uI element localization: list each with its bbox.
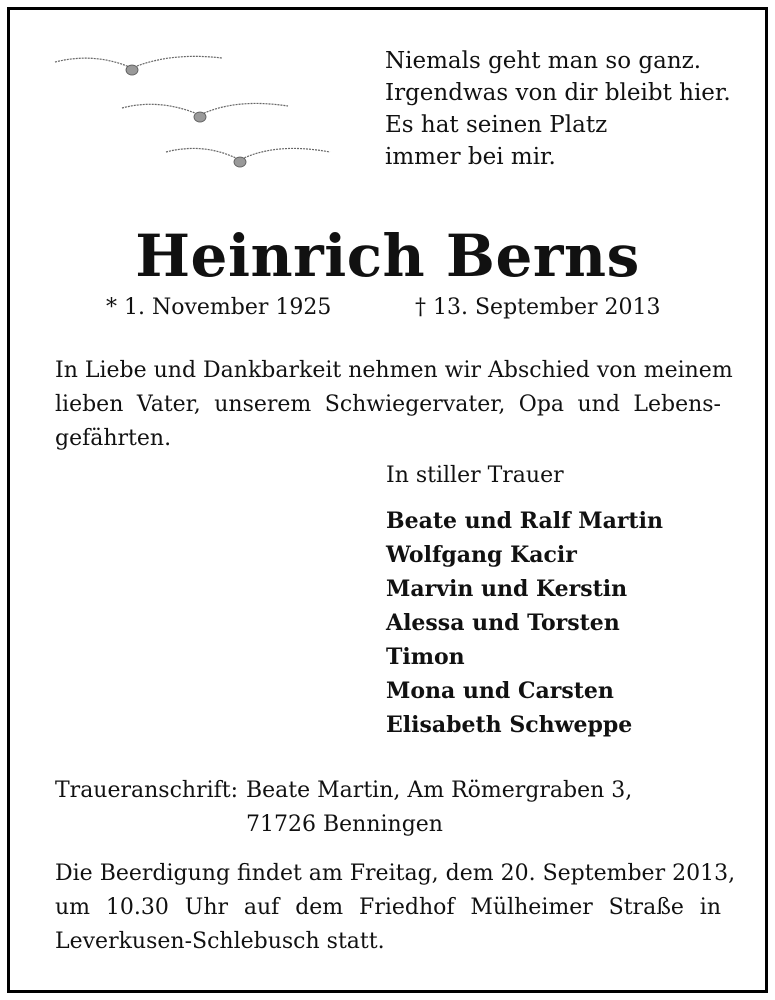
bird-icon [55, 56, 222, 68]
poem-line: Irgendwas von dir bleibt hier. [385, 80, 731, 106]
funeral-line: um 10.30 Uhr auf dem Friedhof Mülheimer Straße in [55, 895, 721, 920]
birth-date: * 1. November 1925 [106, 295, 332, 320]
funeral-line: Die Beerdigung findet am Freitag, dem 20. September 2013, [55, 861, 736, 886]
address-line: 71726 Benningen [246, 812, 443, 837]
death-date: † 13. September 2013 [415, 295, 661, 320]
funeral-line: Leverkusen-Schlebusch statt. [55, 929, 385, 954]
mourner-name: Beate und Ralf Martin [386, 508, 663, 534]
flying-birds-icon [50, 40, 350, 180]
mourner-name: Marvin und Kerstin [386, 576, 628, 602]
mourner-name: Mona und Carsten [386, 678, 614, 704]
bird-icon [122, 103, 288, 115]
farewell-line: In Liebe und Dankbarkeit nehmen wir Abschied von meinem [55, 358, 733, 383]
mourner-name: Alessa und Torsten [386, 610, 620, 636]
poem [385, 45, 731, 173]
farewell-text [55, 354, 733, 456]
deceased-name: Heinrich Berns [135, 222, 640, 290]
poem-line: Es hat seinen Platz [385, 112, 608, 138]
mourners-list [386, 504, 663, 742]
funeral-info [55, 857, 736, 959]
address-line: Beate Martin, Am Römergraben 3, [246, 778, 633, 803]
bird-icon [166, 148, 330, 160]
mourner-name: Elisabeth Schweppe [386, 712, 633, 738]
farewell-line: gefährten. [55, 426, 172, 451]
mourner-name: Wolfgang Kacir [386, 542, 577, 568]
mourner-name: Timon [386, 644, 465, 670]
poem-line: immer bei mir. [385, 144, 556, 170]
address-label: Traueranschrift: [55, 778, 239, 803]
farewell-line: lieben Vater, unserem Schwiegervater, Opa und Lebens- [55, 392, 721, 417]
mourning-heading: In stiller Trauer [386, 463, 564, 488]
poem-line: Niemals geht man so ganz. [385, 48, 702, 74]
